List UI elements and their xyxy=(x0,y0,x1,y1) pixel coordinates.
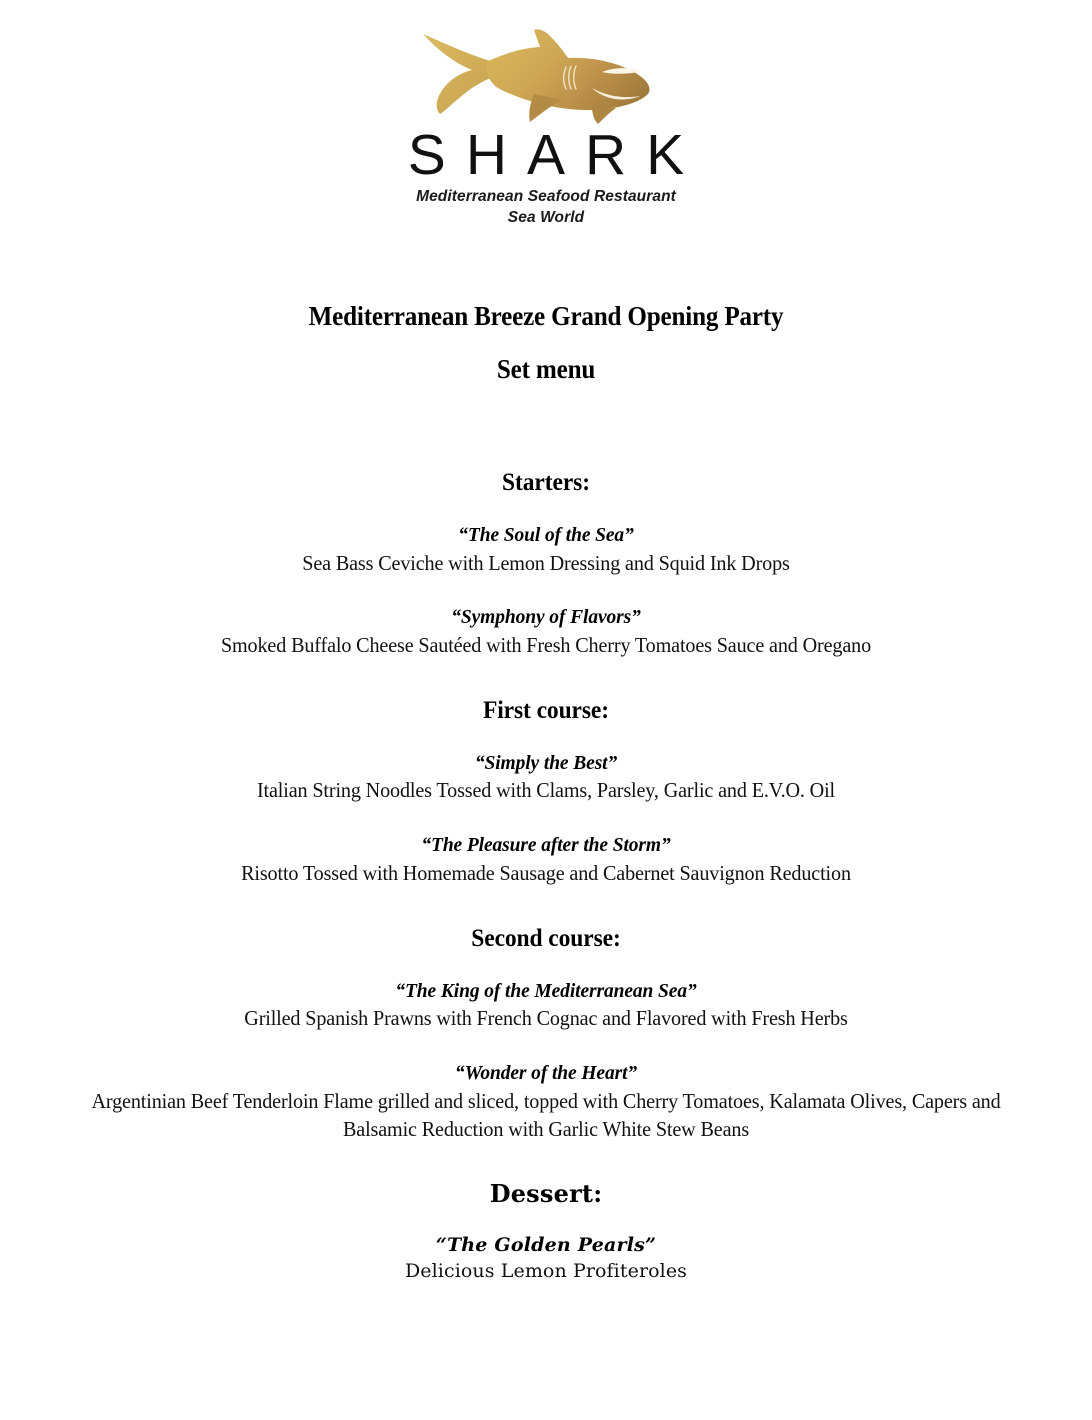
course-section xyxy=(0,1179,1092,1284)
menu-dish xyxy=(0,523,1092,577)
dish-description: Sea Bass Ceviche with Lemon Dressing and Squid Ink Drops xyxy=(302,550,790,575)
document-header xyxy=(0,303,1092,383)
menu-dish xyxy=(0,1061,1092,1144)
shark-tail-fin xyxy=(423,34,494,114)
dish-name: “The King of the Mediterranean Sea” xyxy=(395,979,697,1002)
dish-description: Risotto Tossed with Homemade Sausage and Cabernet Sauvignon Reduction xyxy=(241,860,851,885)
course-heading: Dessert: xyxy=(489,1179,603,1209)
page-subtitle: Set menu xyxy=(496,354,596,384)
course-section xyxy=(0,470,1092,660)
page-title: Mediterranean Breeze Grand Opening Party xyxy=(308,301,784,331)
menu-dish xyxy=(0,1234,1092,1284)
shark-pelvic-fin xyxy=(592,106,616,124)
course-heading: Starters: xyxy=(502,469,590,496)
dish-name: “Simply the Best” xyxy=(474,751,618,774)
dish-description: Argentinian Beef Tenderloin Flame grilled and sliced, topped with Cherry Tomatoes, Kalamata Olives, Capers and Balsamic Reduction with Garlic White Stew Beans xyxy=(91,1088,1001,1142)
logo-wordmark: SHARK xyxy=(407,123,705,187)
menu-dish xyxy=(0,833,1092,887)
dish-description: Italian String Noodles Tossed with Clams, Parsley, Garlic and E.V.O. Oil xyxy=(256,778,836,803)
logo-tagline-line-1: Mediterranean Seafood Restaurant xyxy=(416,188,676,206)
menu-dish xyxy=(0,751,1092,805)
menu-dish xyxy=(0,979,1092,1033)
course-heading: Second course: xyxy=(471,924,621,952)
shark-icon xyxy=(416,22,676,124)
logo-tagline xyxy=(0,187,1092,228)
menu-dish xyxy=(0,605,1092,659)
dish-description: Delicious Lemon Profiteroles xyxy=(404,1259,688,1282)
dish-name: “The Soul of the Sea” xyxy=(458,524,634,546)
dish-description: Grilled Spanish Prawns with French Cognac and Flavored with Fresh Herbs xyxy=(244,1006,848,1031)
logo-tagline-line-2: Sea World xyxy=(507,208,585,226)
dish-name: “The Golden Pearls” xyxy=(435,1234,657,1257)
dish-name: “The Pleasure after the Storm” xyxy=(421,834,671,857)
dish-name: “Symphony of Flavors” xyxy=(451,606,641,629)
dish-name: “Wonder of the Heart” xyxy=(454,1061,638,1084)
dish-description: Smoked Buffalo Cheese Sautéed with Fresh Cherry Tomatoes Sauce and Oregano xyxy=(220,633,872,658)
course-section xyxy=(0,926,1092,1145)
menu-courses xyxy=(0,470,1092,1284)
restaurant-logo xyxy=(0,22,1092,228)
course-heading: First course: xyxy=(482,696,610,724)
course-section xyxy=(0,698,1092,888)
